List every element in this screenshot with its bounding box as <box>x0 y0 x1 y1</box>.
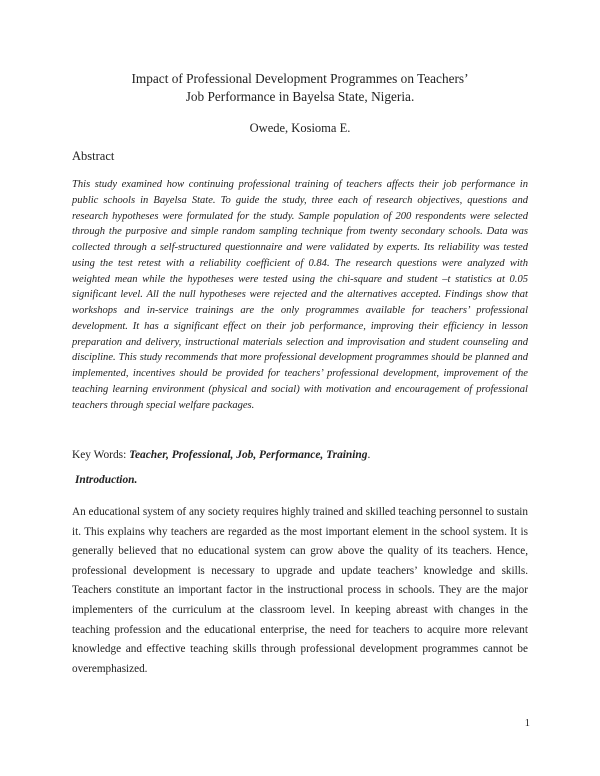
keywords-label: Key Words: <box>72 449 130 461</box>
keywords-terms: Teacher, Professional, Job, Performance, Training <box>129 449 368 461</box>
abstract-heading: Abstract <box>72 149 115 163</box>
keywords-line <box>72 449 528 461</box>
introduction-paragraph: An educational system of any society requires highly trained and skilled teaching personnel to sustain it. This explains why teachers are regarded as the most important element in the school system. It is generally believed that no educational system can grow above the quality of its teachers. Hence, professional development is necessary to upgrade and update teachers’ knowledge and skills. Teachers constitute an important factor in the instructional process in schools. They are the major implementers of the curriculum at the classroom level. In keeping abreast with changes in the teaching profession and the educational enterprise, the need for teachers to acquire more relevant knowledge and effective teaching skills through professional development programmes cannot be overemphasized. <box>72 506 528 675</box>
author-name: Owede, Kosioma E. <box>249 121 351 135</box>
abstract-text: This study examined how continuing professional training of teachers affects their job performance in public schools in Bayelsa State. To guide the study, three each of research objectives, questions and research hypotheses were formulated for the study. Sample population of 200 respondents were selected through the purposive and simple random sampling technique from twenty secondary schools. Data was collected through a self-structured questionnaire and were validated by experts. Its reliability was tested using the test retest with a reliability coefficient of 0.84. The research questions were analyzed with weighted mean while the hypotheses were tested using the chi-square and student –t statistics at 0.05 significant level. All the null hypotheses were rejected and the alternatives accepted. Findings show that workshops and in-service trainings are the only programmes available for teachers’ professional development. It has a significant effect on their job performance, improving their efficiency in lesson preparation and delivery, instructional materials selection and improvisation and student counseling and discipline. This study recommends that more professional development programmes should be planned and implemented, incentives should be provided for teachers’ professional development, improvement of the teaching learning environment (physical and social) with motivation and encouragement of professional teachers through special welfare packages. <box>72 179 528 411</box>
keywords-end: . <box>367 449 371 461</box>
page-number: 1 <box>524 718 530 729</box>
title-line-2: Job Performance in Bayelsa State, Nigeria. <box>185 89 415 104</box>
title-line-1: Impact of Professional Development Programmes on Teachers’ <box>131 71 469 86</box>
introduction-heading: Introduction. <box>75 474 138 486</box>
paper-title <box>0 70 600 106</box>
